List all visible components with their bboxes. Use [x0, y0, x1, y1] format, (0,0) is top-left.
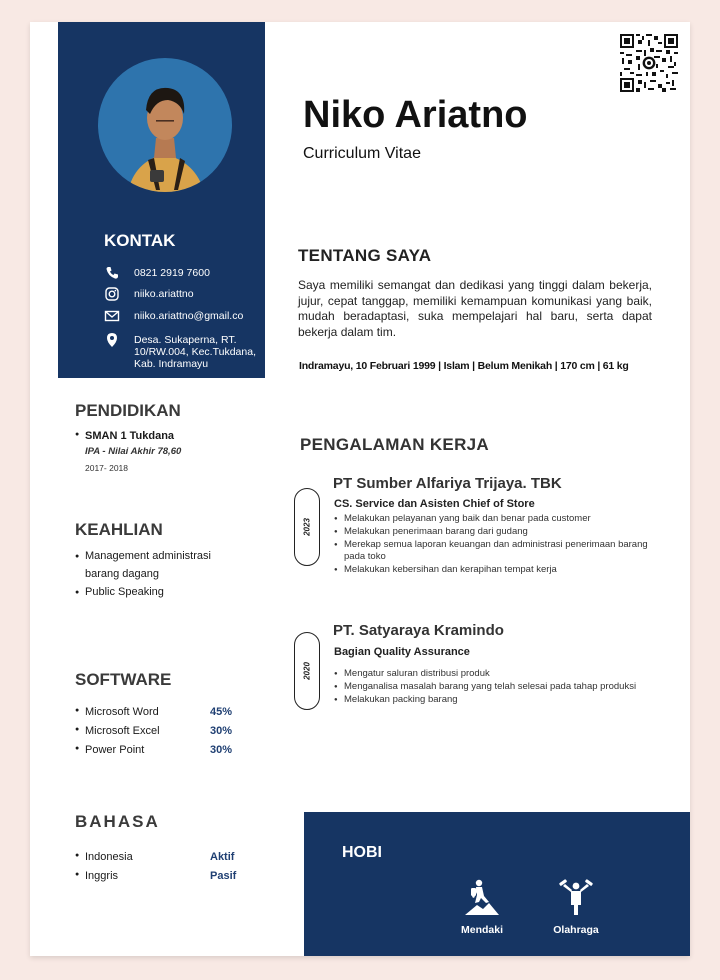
software-item: ● Power Point [75, 744, 144, 756]
about-title: TENTANG SAYA [298, 246, 432, 265]
contact-title: KONTAK [104, 231, 176, 250]
task-item: ● Melakukan kebersihan dan kerapihan tempat kerja [334, 564, 664, 577]
skills-title: KEAHLIAN [75, 520, 163, 539]
education-major: IPA - Nilai Akhir 78,60 [85, 446, 182, 457]
hobby-item [546, 878, 606, 936]
qr-code [620, 34, 678, 92]
hobby-item [452, 878, 512, 936]
instagram-handle[interactable]: niiko.ariattno [134, 288, 194, 300]
language-item: ● Indonesia [75, 851, 133, 863]
software-level: 30% [210, 725, 233, 737]
email-address[interactable]: niiko.ariattno@gmail.co [134, 310, 244, 322]
skills-list [75, 548, 215, 601]
task-item: ● Melakukan packing barang [334, 694, 664, 707]
job-company: PT Sumber Alfariya Trijaya. TBK [333, 475, 562, 492]
task-item: ● Mengatur saluran distribusi produk [334, 668, 664, 681]
software-title: SOFTWARE [75, 670, 172, 689]
year-badge: 2020 [294, 632, 320, 710]
hobby-label: Olahraga [553, 924, 599, 936]
education-years: 2017- 2018 [85, 463, 129, 473]
skill-item: ● Management administrasi barang dagang [75, 548, 215, 584]
instagram-icon [104, 286, 120, 302]
location-pin-icon [104, 332, 120, 348]
document-subtitle: Curriculum Vitae [303, 145, 421, 162]
language-level: Pasif [210, 870, 237, 882]
personal-info: Indramayu, 10 Februari 1999 | Islam | Belum Menikah | 170 cm | 61 kg [299, 360, 629, 372]
job-role: Bagian Quality Assurance [334, 646, 470, 658]
address-text: Desa. Sukaperna, RT. 10/RW.004, Kec.Tukdana, Kab. Indramayu [134, 334, 256, 370]
hobbies-panel [304, 812, 690, 956]
software-level: 45% [210, 706, 233, 718]
skill-item: ● Public Speaking [75, 584, 215, 602]
hobby-label: Mendaki [460, 924, 503, 936]
phone-number[interactable]: 0821 2919 7600 [134, 267, 210, 279]
full-name: Niko Ariatno [303, 94, 528, 136]
person-illustration [98, 58, 232, 192]
profile-photo [98, 58, 232, 192]
education-title: PENDIDIKAN [75, 401, 181, 420]
hobbies-title: HOBI [342, 844, 382, 861]
job-tasks [334, 668, 664, 706]
job-company: PT. Satyaraya Kramindo [333, 622, 504, 639]
about-text: Saya memiliki semangat dan dedikasi yang tinggi dalam bekerja, jujur, cepat tanggap, memiliki kemampuan komunikasi yang baik, mudah beradaptasi, suka mempelajari hal baru, serta dapat bekerja dalam tim. [298, 278, 652, 339]
cv-page [30, 22, 690, 956]
software-item: ● Microsoft Excel [75, 725, 160, 737]
education-school: ● SMAN 1 Tukdana [75, 430, 174, 442]
task-item: ● Melakukan pelayanan yang baik dan benar pada customer [334, 513, 664, 526]
language-level: Aktif [210, 851, 235, 863]
languages-title: BAHASA [75, 812, 160, 831]
task-item: ● Melakukan penerimaan barang dari gudang [334, 526, 664, 539]
job-tasks [334, 513, 664, 577]
mail-icon [104, 308, 120, 324]
task-item: ● Menganalisa masalah barang yang telah selesai pada tahap produksi [334, 681, 664, 694]
language-item: ● Inggris [75, 870, 118, 882]
software-level: 30% [210, 744, 233, 756]
fitness-icon [557, 878, 595, 916]
phone-icon [104, 265, 120, 281]
work-title: PENGALAMAN KERJA [300, 435, 489, 454]
job-role: CS. Service dan Asisten Chief of Store [334, 498, 535, 510]
hiking-icon [463, 878, 501, 916]
task-item: ● Merekap semua laporan keuangan dan administrasi penerimaan barang pada toko [334, 539, 664, 565]
sidebar-panel [58, 22, 265, 378]
software-item: ● Microsoft Word [75, 706, 159, 718]
year-badge: 2023 [294, 488, 320, 566]
